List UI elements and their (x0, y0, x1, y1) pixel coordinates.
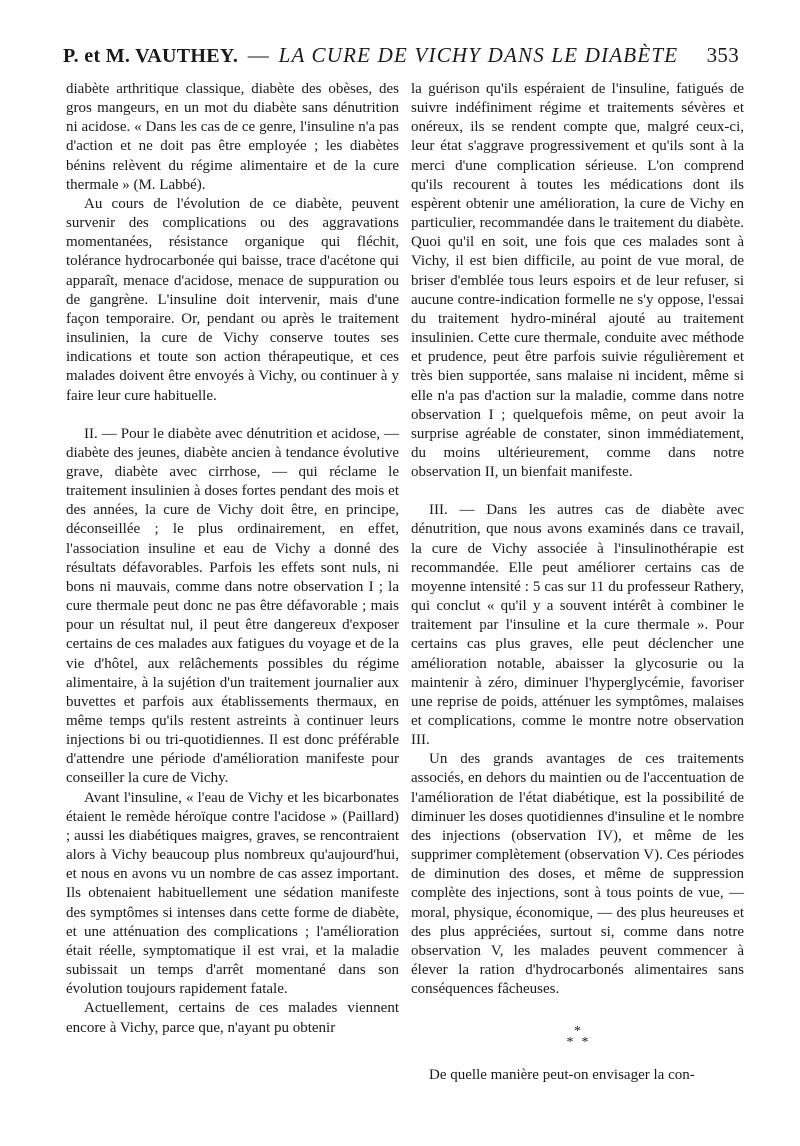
asterism-top: * (574, 1024, 581, 1040)
header-dash: — (247, 43, 270, 67)
header-authors: P. et M. VAUTHEY. (63, 45, 239, 67)
asterism-bottom: ** (566, 1035, 597, 1051)
paragraph: Un des grands avantages de ces traitements associés, en dehors du maintien ou de l'accentuation de l'amélioration de l'état diabétique, est la possibilité de diminuer les doses quotidiennes d'insuline et le nombre des injections (observation IV), et même de les supprimer complètement (observation V). Ces périodes de diminution des doses, et même de suppression complète des injections, sont à tous points de vue, — moral, physique, économique, — des plus heureuses et des plus appréciées, surtout si, comme dans notre observation V, les malades peuvent commencer à élever la ration d'hydrocarbonés alimentaires sans conséquences fâcheuses. (411, 751, 744, 998)
paragraph: Avant l'insuline, « l'eau de Vichy et les bicarbonates étaient le remède héroïque contre l'acidose » (Paillard) ; aussi les diabétiques maigres, graves, se rencontraient alors à Vichy beaucoup plus nombreux qu'aujourd'hui, et nous en avons vu un nombre de cas assez important. Ils obtenaient habituellement une sédation manifeste des symptômes si intenses dans cette forme de diabète, et une atténuation des complications ; l'amélioration était réelle, symptomatique il est vrai, et la maladie subissait un temps d'arrêt momentané dans son évolution toujours rapidement fatale. (66, 789, 399, 998)
running-header (63, 43, 739, 77)
section-separator-asterism (411, 1024, 744, 1051)
paragraph-section-ii: II. — Pour le diabète avec dénutrition et acidose, — diabète des jeunes, diabète ancien à tendance évolutive grave, diabète avec cirrhose, — qui réclame le traitement insulinien à doses fortes pendant des mois et des années, la cure de Vichy doit être, en principe, déconseillée ; le plus ordinairement, en effet, l'association insuline et eau de Vichy a donné des résultats défavorables. Parfois les effets sont nuls, ni bons ni mauvais, comme dans notre observation I ; la cure thermale peut donc ne pas être défavorable ; mais pour un résultat nul, il peut être dangereux d'exposer certains de ces malades aux fatigues du voyage et de la vie d'hôtel, aux relâchements possibles du régime alimentaire, à la sujétion d'un traitement journalier aux buvettes et parfois aux établissements thermaux, en même temps qu'ils restent astreints à continuer leurs injections bi ou tri-quotidiennes. Il est donc préférable d'attendre une période d'amélioration manifeste pour conseiller la cure de Vichy. (66, 425, 399, 787)
page-number: 353 (706, 43, 739, 67)
header-title: LA CURE DE VICHY DANS LE DIABÈTE (278, 43, 679, 67)
paragraph-section-iii: III. — Dans les autres cas de diabète avec dénutrition, que nous avons examinés dans ce travail, la cure de Vichy associée à l'insulinothérapie est recommandée. Elle peut améliorer certains cas de moyenne intensité : 5 cas sur 11 du professeur Rathery, qui conclut « qu'il y a souvent intérêt à combiner le traitement par l'insuline et la cure thermale ». Pour certains cas plus graves, elle peut déclencher une amélioration notable, abaisser la glycosurie ou la maintenir à zéro, diminuer l'hyperglycémie, favoriser une reprise de poids, atténuer les symptômes, malaises et complications, comme le montre notre observation III. (411, 502, 744, 749)
paragraph: la guérison qu'ils espéraient de l'insuline, fatigués de suivre indéfiniment régime et traitements sévères et onéreux, ils se rendent compte que, malgré ceux-ci, leur état s'aggrave progressivement et qu'ils sont à la merci d'une complication sérieuse. L'on comprend qu'ils recourent à toutes les médications dont ils espèrent obtenir une amélioration, la cure de Vichy en particulier, recommandée dans le traitement du diabète. Quoi qu'il en soit, une fois que ces malades sont à Vichy, il est bien difficile, au point de vue moral, de briser d'emblée tous leurs espoirs et de leur refuser, si aucune contre-indication formelle ne s'y oppose, l'essai du traitement hydro-minéral ajouté au traitement insulinien. Cette cure thermale, conduite avec méthode et prudence, peut être parfois suivie régulièrement et très bien supportée, sans malaise ni incident, même si elle n'a pas d'action sur la maladie, comme dans notre observation I ; quelquefois même, on peut avoir la surprise agréable de constater, sinon immédiatement, du moins ultérieurement, comme dans notre observation II, un bienfait manifeste. (411, 81, 744, 481)
paragraph: Actuellement, certains de ces malades viennent encore à Vichy, parce que, n'ayant pu obtenir (66, 1000, 399, 1036)
paragraph: Au cours de l'évolution de ce diabète, peuvent survenir des complications ou des aggravations momentanées, résistance organique qui fléchit, tolérance hydrocarbonée qui baisse, trace d'acétone qui apparaît, menace d'acidose, menace de suppuration ou de gangrène. L'insuline doit intervenir, mais d'une façon temporaire. Or, pendant ou après le traitement insulinien, la cure de Vichy conserve toutes ses indications et toute son action thérapeutique, et ces malades doivent être envoyés à Vichy, ou continuer à y faire leur cure habituelle. (66, 195, 399, 404)
left-column (66, 80, 399, 1038)
right-column (411, 80, 744, 1086)
paragraph: diabète arthritique classique, diabète des obèses, des gros mangeurs, en un mot du diabète sans dénutrition ni acidose. « Dans les cas de ce genre, l'insuline n'a pas d'action et ne doit pas être employée ; les diabètes bénins relèvent du régime alimentaire et de la cure thermale » (M. Labbé). (66, 81, 399, 193)
paragraph: De quelle manière peut-on envisager la con- (429, 1067, 695, 1084)
